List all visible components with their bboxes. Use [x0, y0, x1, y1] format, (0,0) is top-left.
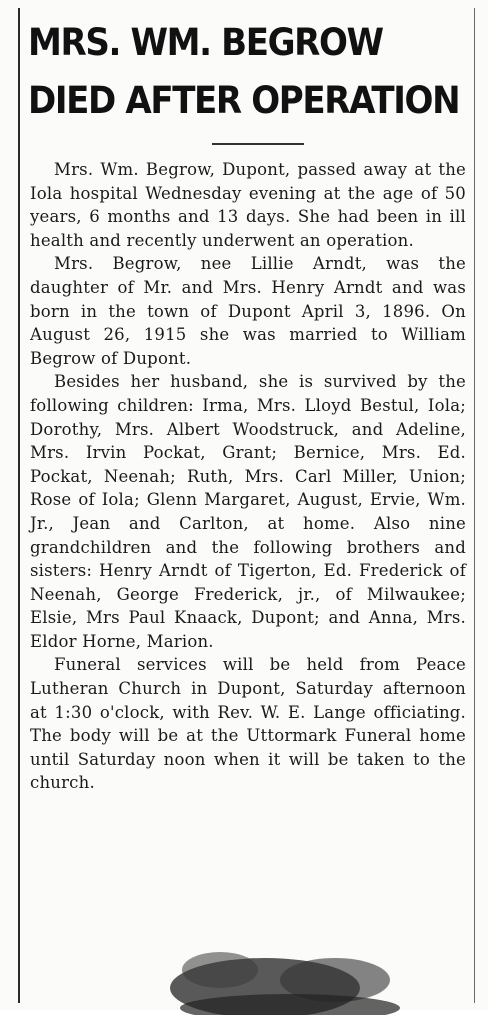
- paragraph-biography: Mrs. Begrow, nee Lillie Arndt, was the daughter of Mr. and Mrs. Henry Arndt and was born in the town of Dupont April 3, 1896. On August 26, 1915 she was married to William Begrow of Dupont.: [30, 254, 466, 368]
- column-rule-left: [18, 8, 20, 1003]
- column-rule-right: [474, 8, 475, 1003]
- headline-line-2: DIED AFTER OPERATION: [28, 79, 460, 122]
- paragraph-death-notice: Mrs. Wm. Begrow, Dupont, passed away at the Iola hospital Wednesday evening at the age of 50 years, 6 months and 13 days. She had been in ill health and recently underwent an operation.: [30, 160, 466, 250]
- article-body: [30, 158, 466, 795]
- headline: [28, 14, 460, 130]
- paragraph-survivors: Besides her husband, she is survived by the following children: Irma, Mrs. Lloyd Bestul, Iola; Dorothy, Mrs. Albert Woodstruck, and Adeline, Mrs. Irvin Pockat, Grant; Bernice, Mrs. Ed. Pockat, Neenah; Ruth, Mrs. Carl Miller, Union; Rose of Iola; Glenn Margaret, August, Ervie, Wm. Jr., Jean and Carlton, at home. Also nine grandchildren and the following brothers and sisters: Henry Arndt of Tigerton, Ed. Frederick of Neenah, George Frederick, jr., of Milwaukee; Elsie, Mrs Paul Knaack, Dupont; and Anna, Mrs. Eldor Horne, Marion.: [30, 372, 466, 651]
- paragraph-funeral-services: Funeral services will be held from Peace Lutheran Church in Dupont, Saturday afternoon at 1:30 o'clock, with Rev. W. E. Lange officiating. The body will be at the Uttormark Funeral home until Saturday noon when it will be taken to the church.: [30, 655, 466, 793]
- headline-line-1: MRS. WM. BEGROW: [28, 21, 383, 64]
- ink-smudge: [150, 930, 410, 1015]
- headline-divider: [212, 143, 304, 145]
